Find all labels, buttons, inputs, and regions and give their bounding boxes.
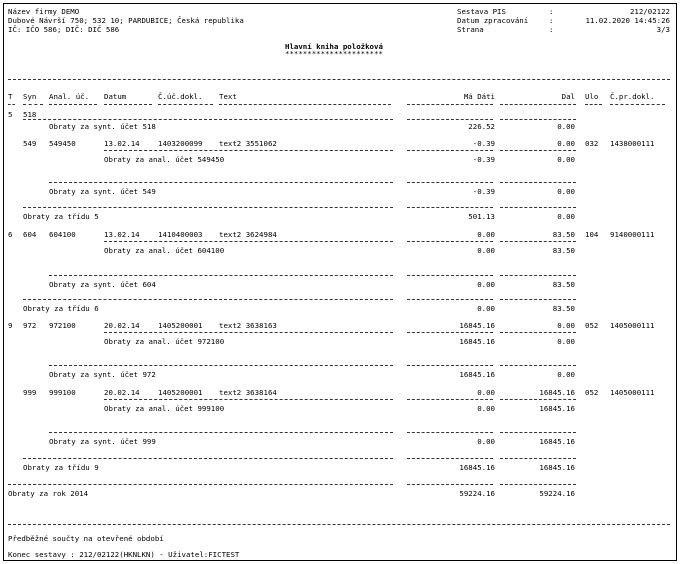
colon: : [549, 25, 554, 34]
subtotal-text: Obraty za třídu 9 [23, 463, 99, 472]
company-name: Název firmy DEMO [8, 7, 80, 16]
processed-datetime: 11.02.2020 14:45:26 [585, 16, 670, 25]
subtotal-line [500, 182, 576, 183]
col-header-t: T [8, 92, 13, 101]
page-number: 3/3 [656, 25, 670, 34]
col-underline [23, 104, 43, 105]
subtotal-line [500, 365, 576, 366]
cell-date: 13.02.14 [104, 139, 140, 148]
subtotal-line [49, 432, 393, 433]
cell-debit: -0.39 [472, 187, 495, 196]
subtotal-line [500, 207, 576, 208]
col-underline [104, 104, 152, 105]
cell-credit: 59224.16 [539, 489, 575, 498]
cell-text: text2 3551062 [219, 139, 277, 148]
cell-cpr: 1438000111 [610, 139, 655, 148]
report-id: 212/02122 [629, 7, 670, 16]
cell-date: 20.02.14 [104, 388, 140, 397]
cell-debit: -0.39 [472, 155, 495, 164]
col-header-ulo: Ulo [585, 92, 599, 101]
title-underline: ********************** [285, 49, 383, 58]
cell-debit: -0.39 [472, 139, 495, 148]
subtotal-line [407, 365, 493, 366]
subtotal-line [8, 484, 393, 485]
cell-debit: 59224.16 [459, 489, 495, 498]
subtotal-line [407, 332, 493, 333]
col-header-doc: Č.úč.dokl. [158, 92, 203, 101]
cell-cpr: 9140000111 [610, 230, 655, 239]
subtotal-line [23, 207, 393, 208]
subtotal-line [500, 399, 576, 400]
subtotal-text: Obraty za anal. účet 604100 [104, 246, 225, 255]
cell-syn: 604 [23, 230, 37, 239]
separator-line [8, 524, 670, 525]
subtotal-line [407, 182, 493, 183]
cell-debit: 501.13 [468, 212, 495, 221]
subtotal-line [407, 119, 493, 120]
subtotal-text: Obraty za anal. účet 549450 [104, 155, 225, 164]
subtotal-line [49, 275, 393, 276]
col-header-debit: Má Dáti [463, 92, 495, 101]
separator-line [8, 79, 670, 80]
year-total-text: Obraty za rok 2014 [8, 489, 89, 498]
subtotal-text: Obraty za synt. účet 999 [49, 437, 156, 446]
col-header-text: Text [219, 92, 237, 101]
col-header-anal: Anal. úč. [49, 92, 90, 101]
cell-credit: 83.50 [552, 230, 575, 239]
subtotal-line [407, 207, 493, 208]
cell-text: text2 3638164 [219, 388, 277, 397]
cell-class: 9 [8, 321, 13, 330]
subtotal-line [407, 150, 493, 151]
cell-credit: 0.00 [557, 370, 575, 379]
cell-credit: 16845.16 [539, 463, 575, 472]
cell-debit: 16845.16 [459, 370, 495, 379]
colon: : [549, 16, 554, 25]
cell-debit: 16845.16 [459, 337, 495, 346]
subtotal-line [407, 432, 493, 433]
cell-doc: 1403200099 [158, 139, 203, 148]
interim-note: Předběžné součty na otevřené období [8, 534, 164, 543]
subtotal-line [500, 458, 576, 459]
cell-debit: 0.00 [477, 388, 495, 397]
subtotal-line [407, 399, 493, 400]
cell-credit: 83.50 [552, 304, 575, 313]
cell-debit: 0.00 [477, 246, 495, 255]
subtotal-line [23, 458, 393, 459]
subtotal-text: Obraty za synt. účet 972 [49, 370, 156, 379]
subtotal-line [407, 299, 493, 300]
cell-credit: 83.50 [552, 246, 575, 255]
report-page [3, 3, 677, 561]
cell-text: text2 3624984 [219, 230, 277, 239]
cell-credit: 16845.16 [539, 404, 575, 413]
cell-debit: 0.00 [477, 437, 495, 446]
cell-anal: 549450 [49, 139, 76, 148]
subtotal-line [500, 332, 576, 333]
colon: : [549, 7, 554, 16]
subtotal-text: Obraty za třídu 6 [23, 304, 99, 313]
col-header-syn: Syn [23, 92, 37, 101]
cell-debit: 0.00 [477, 280, 495, 289]
subtotal-text: Obraty za anal. účet 972100 [104, 337, 225, 346]
col-header-credit: Dal [561, 92, 575, 101]
subtotal-line [407, 275, 493, 276]
subtotal-line [500, 275, 576, 276]
cell-date: 20.02.14 [104, 321, 140, 330]
cell-text: text2 3638163 [219, 321, 277, 330]
subtotal-line [104, 241, 393, 242]
company-address: Dubové Návrší 750; 532 10; PARDUBICE; Česká republika [8, 16, 244, 25]
company-ids: IČ: IČO 586; DIČ: DIČ 586 [8, 25, 120, 34]
subtotal-line [500, 484, 576, 485]
cell-debit: 0.00 [477, 230, 495, 239]
page-label: Strana [457, 25, 484, 34]
col-underline [407, 104, 493, 105]
cell-debit: 16845.16 [459, 463, 495, 472]
cell-debit: 0.00 [477, 404, 495, 413]
cell-credit: 16845.16 [539, 388, 575, 397]
cell-syn: 518 [23, 110, 37, 119]
subtotal-text: Obraty za synt. účet 604 [49, 280, 156, 289]
cell-doc: 1405200001 [158, 388, 203, 397]
col-underline [219, 104, 391, 105]
subtotal-line [407, 241, 493, 242]
cell-cpr: 1405000111 [610, 321, 655, 330]
report-label: Sestava PIS [457, 7, 506, 16]
col-underline [500, 104, 576, 105]
cell-class: 6 [8, 230, 13, 239]
subtotal-line [500, 119, 576, 120]
subtotal-text: Obraty za třídu 5 [23, 212, 99, 221]
col-header-cpr: Č.pr.dokl. [610, 92, 655, 101]
cell-cpr: 1405000111 [610, 388, 655, 397]
cell-credit: 0.00 [557, 122, 575, 131]
subtotal-line [49, 365, 393, 366]
subtotal-line [500, 432, 576, 433]
subtotal-line [407, 458, 493, 459]
cell-credit: 83.50 [552, 280, 575, 289]
cell-syn: 999 [23, 388, 37, 397]
subtotal-line [104, 332, 393, 333]
cell-credit: 0.00 [557, 187, 575, 196]
cell-anal: 999100 [49, 388, 76, 397]
report-end-note: Konec sestavy : 212/02122(HKNLKN) - Uživatel:FICTEST [8, 550, 240, 559]
cell-credit: 0.00 [557, 139, 575, 148]
subtotal-text: Obraty za synt. účet 518 [49, 122, 156, 131]
col-underline [585, 104, 602, 105]
cell-syn: 549 [23, 139, 37, 148]
cell-ulo: 052 [585, 388, 599, 397]
cell-date: 13.02.14 [104, 230, 140, 239]
subtotal-line [104, 150, 393, 151]
cell-anal: 604100 [49, 230, 76, 239]
col-underline [8, 104, 15, 105]
subtotal-text: Obraty za anal. účet 999100 [104, 404, 225, 413]
cell-debit: 16845.16 [459, 321, 495, 330]
cell-ulo: 104 [585, 230, 599, 239]
subtotal-line [49, 182, 393, 183]
cell-credit: 0.00 [557, 337, 575, 346]
cell-credit: 0.00 [557, 321, 575, 330]
subtotal-line [500, 150, 576, 151]
col-underline [49, 104, 97, 105]
subtotal-line [23, 299, 393, 300]
report-title: Hlavní kniha položková [285, 42, 383, 51]
cell-credit: 16845.16 [539, 437, 575, 446]
cell-doc: 1405200001 [158, 321, 203, 330]
subtotal-text: Obraty za synt. účet 549 [49, 187, 156, 196]
cell-debit: 226.52 [468, 122, 495, 131]
subtotal-line [500, 299, 576, 300]
cell-syn: 972 [23, 321, 37, 330]
cell-anal: 972100 [49, 321, 76, 330]
cell-ulo: 032 [585, 139, 599, 148]
cell-ulo: 052 [585, 321, 599, 330]
col-underline [610, 104, 665, 105]
col-underline [158, 104, 213, 105]
cell-class: 5 [8, 110, 13, 119]
cell-credit: 0.00 [557, 155, 575, 164]
cell-doc: 1410400003 [158, 230, 203, 239]
col-header-date: Datum [104, 92, 127, 101]
cell-debit: 0.00 [477, 304, 495, 313]
cell-credit: 0.00 [557, 212, 575, 221]
subtotal-line [23, 119, 393, 120]
processed-label: Datum zpracování [457, 16, 529, 25]
subtotal-line [407, 484, 493, 485]
subtotal-line [104, 399, 393, 400]
subtotal-line [500, 241, 576, 242]
